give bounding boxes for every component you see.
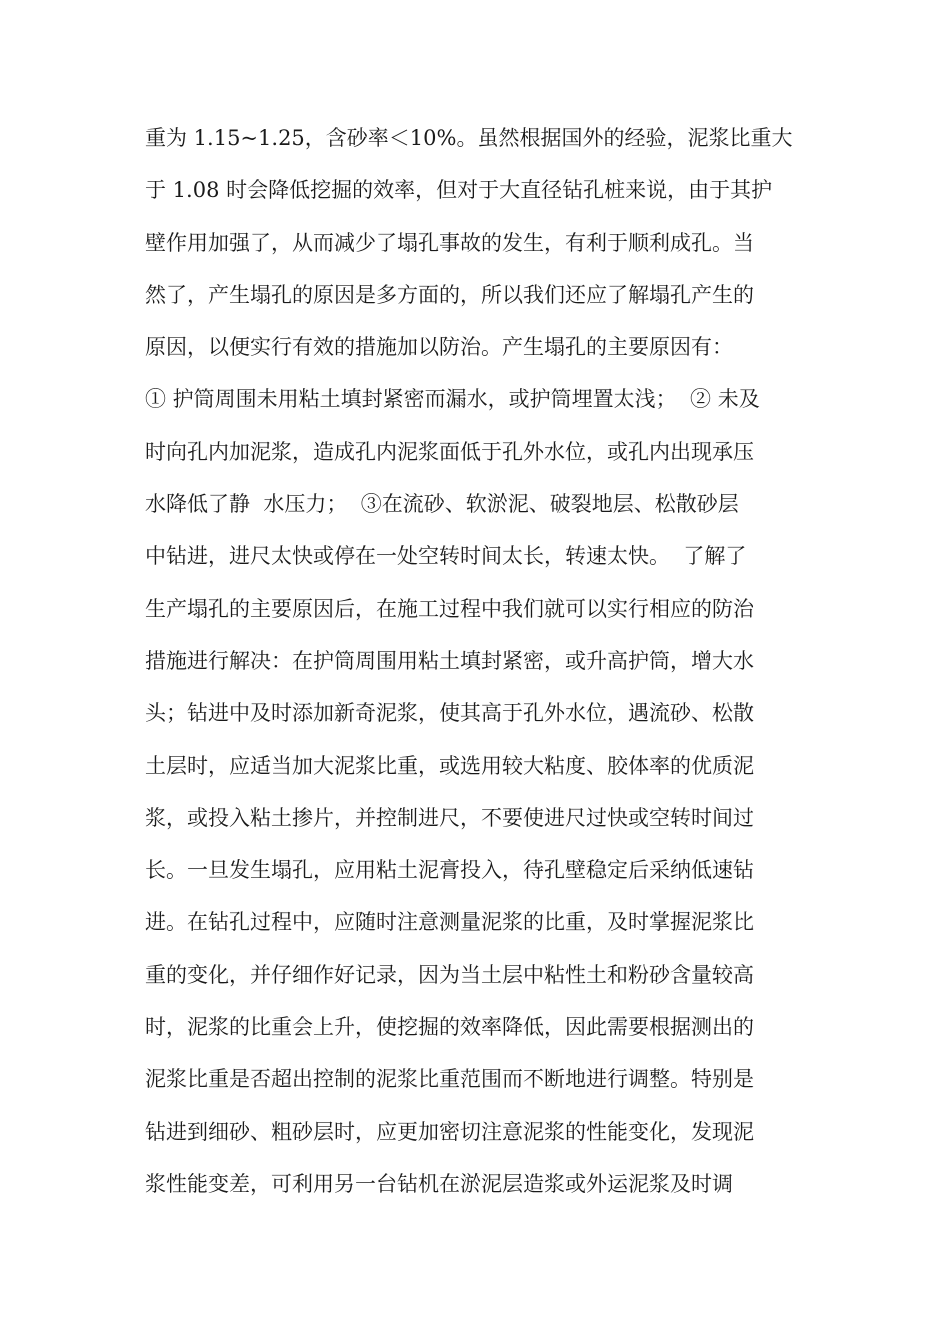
text-line: 进。在钻孔过程中，应随时注意测量泥浆的比重，及时掌握泥浆比 [145,910,754,935]
text-line: 土层时，应适当加大泥浆比重，或选用较大粘度、胶体率的优质泥 [145,753,754,778]
text-line: 长。一旦发生塌孔，应用粘土泥膏投入，待孔壁稳定后采纳低速钻 [145,858,754,883]
text-line: 措施进行解决：在护筒周围用粘土填封紧密，或升高护筒，增大水 [145,648,754,673]
text-line: 泥浆比重是否超出控制的泥浆比重范围而不断地进行调整。特别是 [145,1067,754,1092]
text-line: 壁作用加强了，从而减少了塌孔事故的发生，有利于顺利成孔。当 [145,230,754,255]
text-line: 然了，产生塌孔的原因是多方面的，所以我们还应了解塌孔产生的 [145,282,754,307]
text-line: 浆，或投入粘土掺片，并控制进尺，不要使进尺过快或空转时间过 [145,805,754,830]
text-line: 重的变化，并仔细作好记录，因为当土层中粘性土和粉砂含量较高 [145,962,754,987]
text-line: 水降低了静 水压力； ③在流砂、软淤泥、破裂地层、松散砂层 [145,492,739,517]
text-line: 重为 1.15~1.25，含砂率＜10%。虽然根据国外的经验，泥浆比重大 [145,126,793,150]
text-line: 头；钻进中及时添加新奇泥浆，使其高于孔外水位，遇流砂、松散 [145,701,754,726]
text-line: 中钻进，进尺太快或停在一处空转时间太长，转速太快。 了解了 [145,544,747,569]
body-text [145,118,825,1216]
text-line: 原因，以便实行有效的措施加以防治。产生塌孔的主要原因有： [145,335,733,360]
text-line: 钻进到细砂、粗砂层时，应更加密切注意泥浆的性能变化，发现泥 [145,1119,754,1144]
text-line: 时向孔内加泥浆，造成孔内泥浆面低于孔外水位，或孔内出现承压 [145,439,754,464]
text-line: 时，泥浆的比重会上升，使挖掘的效率降低，因此需要根据测出的 [145,1015,754,1040]
text-line: ① 护筒周围未用粘土填封紧密而漏水，或护筒埋置太浅； ② 未及 [145,387,760,412]
text-line: 浆性能变差，可利用另一台钻机在淤泥层造浆或外运泥浆及时调 [145,1171,733,1196]
text-line: 于 1.08 时会降低挖掘的效率，但对于大直径钻孔桩来说，由于其护 [145,178,773,203]
text-line: 生产塌孔的主要原因后，在施工过程中我们就可以实行相应的防治 [145,596,754,621]
